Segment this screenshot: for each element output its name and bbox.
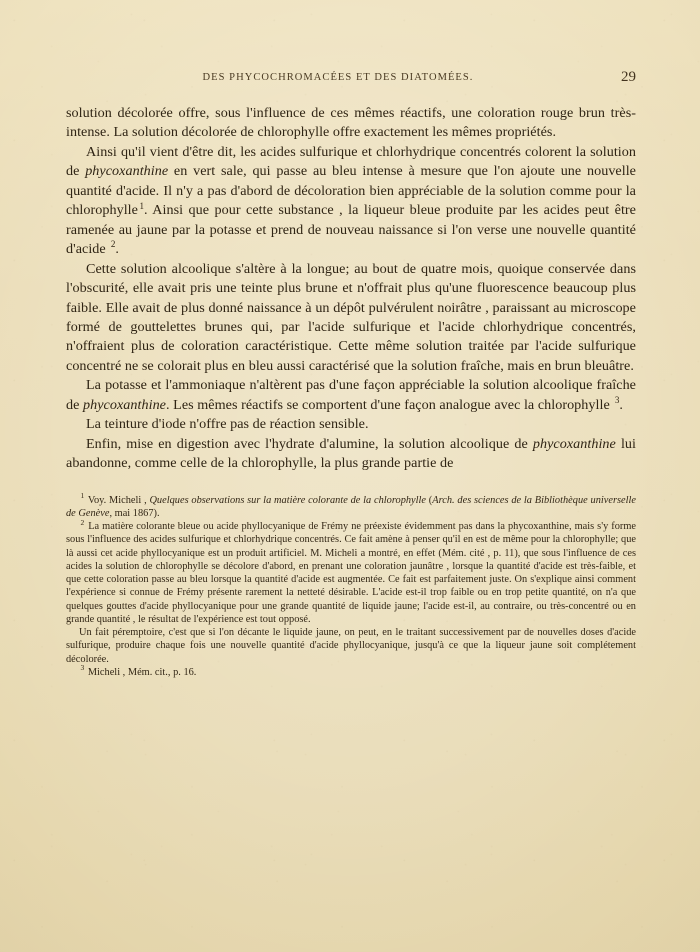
footnote-1-marker: 1 bbox=[80, 491, 85, 501]
footnote-1-segment-2: ( bbox=[426, 494, 433, 506]
paragraph-2-segment-2: en vert sale, qui passe au bleu intense à mesure que l'on ajoute une nouvelle quantité d'acide. Il n'y a pas d'abord de décoloration bien appréciable de la solution comme pour la chlorophylle bbox=[66, 163, 636, 219]
paragraph-6-segment-1: Enfin, mise en digestion avec l'hydrate d'alumine, la solution alcoolique de bbox=[86, 435, 533, 452]
running-head-title: DES PHYCOCHROMACÉES ET DES DIATOMÉES. bbox=[202, 72, 474, 83]
footnote-3-text: Micheli , Mém. cit., p. 16. bbox=[85, 666, 197, 678]
term-phycoxanthine: phycoxanthine bbox=[532, 435, 616, 452]
footnote-2-text: La matière colorante bleue ou acide phyllocyanique de Frémy ne préexiste évidemment pas dans la phycoxanthine, mais s'y forme sous l'influence des acides sulfurique et chlorhydrique concentrés. Ce fait amène à penser qu'il en est de même pour la chlorophylle; que là aussi cet acide phyllocyanique est un produit artificiel. M. Micheli a montré, en effet (Mém. cité , p. 11), que sous l'influence de ces acides la solution de chlorophylle se décolore d'abord, en prenant une coloration jaunâtre , lorsque la quantité d'acide est très-faible, et que cette coloration passe au bleu lorsque la quantité d'acide est augmentée. Ce fait est parfaitement juste. On s'explique ainsi comment l'expérience si connue de Frémy présente rarement la netteté désirable. L'acide est-il trop faible ou en trop petite quantité, on n'a que quelques gouttes d'acide phyllocyanique pour une grande quantité de liquide jaune; l'acide est-il, au contraire, ou très-concentré ou en grande quantité , le résultat de l'expérience est tout opposé. bbox=[66, 521, 636, 625]
paragraph-4 bbox=[66, 376, 636, 415]
paragraph-6 bbox=[66, 435, 636, 474]
paragraph-2 bbox=[66, 143, 636, 260]
footnote-2-paragraph-2 bbox=[66, 626, 636, 666]
paragraph-4-segment-3: . bbox=[619, 396, 623, 413]
paragraph-5-text: La teinture d'iode n'offre pas de réaction sensible. bbox=[86, 416, 369, 433]
term-phycoxanthine: phycoxanthine bbox=[83, 396, 166, 413]
paragraph-1-text: solution décolorée offre, sous l'influence de ces mêmes réactifs, une coloration rouge brun très-intense. La solution décolorée de chlorophylle offre exactement les mêmes propriétés. bbox=[66, 105, 636, 141]
paragraph-2-segment-3: . Ainsi que pour cette substance , la liqueur bleue produite par les acides peut être ramenée au jaune par la potasse et prend de nouveau naissance si l'on verse une nouvelle quantité d'acide bbox=[66, 202, 636, 258]
footnote-1-segment-3: , mai 1867). bbox=[109, 507, 160, 519]
paragraph-2-segment-4: . bbox=[115, 241, 119, 258]
page-number: 29 bbox=[621, 69, 636, 85]
footnote-1-journal: Arch. des sciences de la Bibliothèque universelle de Genève bbox=[66, 494, 636, 519]
paragraph-1 bbox=[66, 104, 636, 143]
footnote-2 bbox=[66, 517, 636, 626]
paragraph-5 bbox=[66, 415, 636, 434]
footnote-1-segment-1: Voy. Micheli , bbox=[85, 494, 150, 506]
footnote-ref-1[interactable]: 1 bbox=[139, 200, 145, 211]
page-content bbox=[66, 69, 636, 679]
running-head bbox=[66, 69, 636, 94]
footnote-ref-2[interactable]: 2 bbox=[110, 239, 116, 250]
footnote-2-marker: 2 bbox=[80, 517, 85, 527]
footnote-1-title: Quelques observations sur la matière colorante de la chlorophylle bbox=[149, 494, 427, 506]
paragraph-4-segment-2: . Les mêmes réactifs se comportent d'une façon analogue avec la chlorophylle bbox=[166, 396, 614, 413]
term-phycoxanthine: phycoxanthine bbox=[85, 163, 169, 180]
footnote-3 bbox=[66, 663, 636, 679]
footnote-1 bbox=[66, 491, 636, 521]
paragraph-2-segment-1: Ainsi qu'il vient d'être dit, les acides sulfurique et chlorhydrique concentrés colorent la solution de bbox=[66, 143, 636, 180]
paragraph-3-text: Cette solution alcoolique s'altère à la longue; au bout de quatre mois, quoique conservée dans l'obscurité, elle avait pris une teinte plus brune et n'offrait plus qu'une fluorescence beaucoup plus faible. Elle avait de plus donné naissance à un dépôt pulvérulent noirâtre , paraissant au microscope formé de gouttelettes brunes qui, par l'acide sulfurique et l'acide chlorhydrique concentrés, n'offraient plus de coloration caractéristique. Cette même solution traitée par l'acide sulfurique concentré ne se colorait plus en bleu aussi caractérisé que la solution fraîche, mais en brun bleuâtre. bbox=[66, 260, 636, 374]
paragraph-6-segment-2: lui abandonne, comme celle de la chlorophylle, la plus grande partie de bbox=[66, 435, 636, 472]
body-text bbox=[66, 104, 636, 474]
paragraph-3 bbox=[66, 260, 636, 377]
paragraph-4-segment-1: La potasse et l'ammoniaque n'altèrent pas d'une façon appréciable la solution alcoolique fraîche de bbox=[66, 377, 636, 413]
footnote-2-paragraph-2-text: Un fait péremptoire, c'est que si l'on décante le liquide jaune, on peut, en le traitant successivement par de nouvelles doses d'acide sulfurique, produire chaque fois une nouvelle quantité d'acide phyllocyanique, jusqu'à ce que la liqueur jaune soit complétement décolorée. bbox=[66, 627, 636, 665]
footnote-3-marker: 3 bbox=[80, 663, 85, 673]
footnotes-section bbox=[66, 491, 636, 680]
footnote-ref-3[interactable]: 3 bbox=[614, 395, 620, 406]
